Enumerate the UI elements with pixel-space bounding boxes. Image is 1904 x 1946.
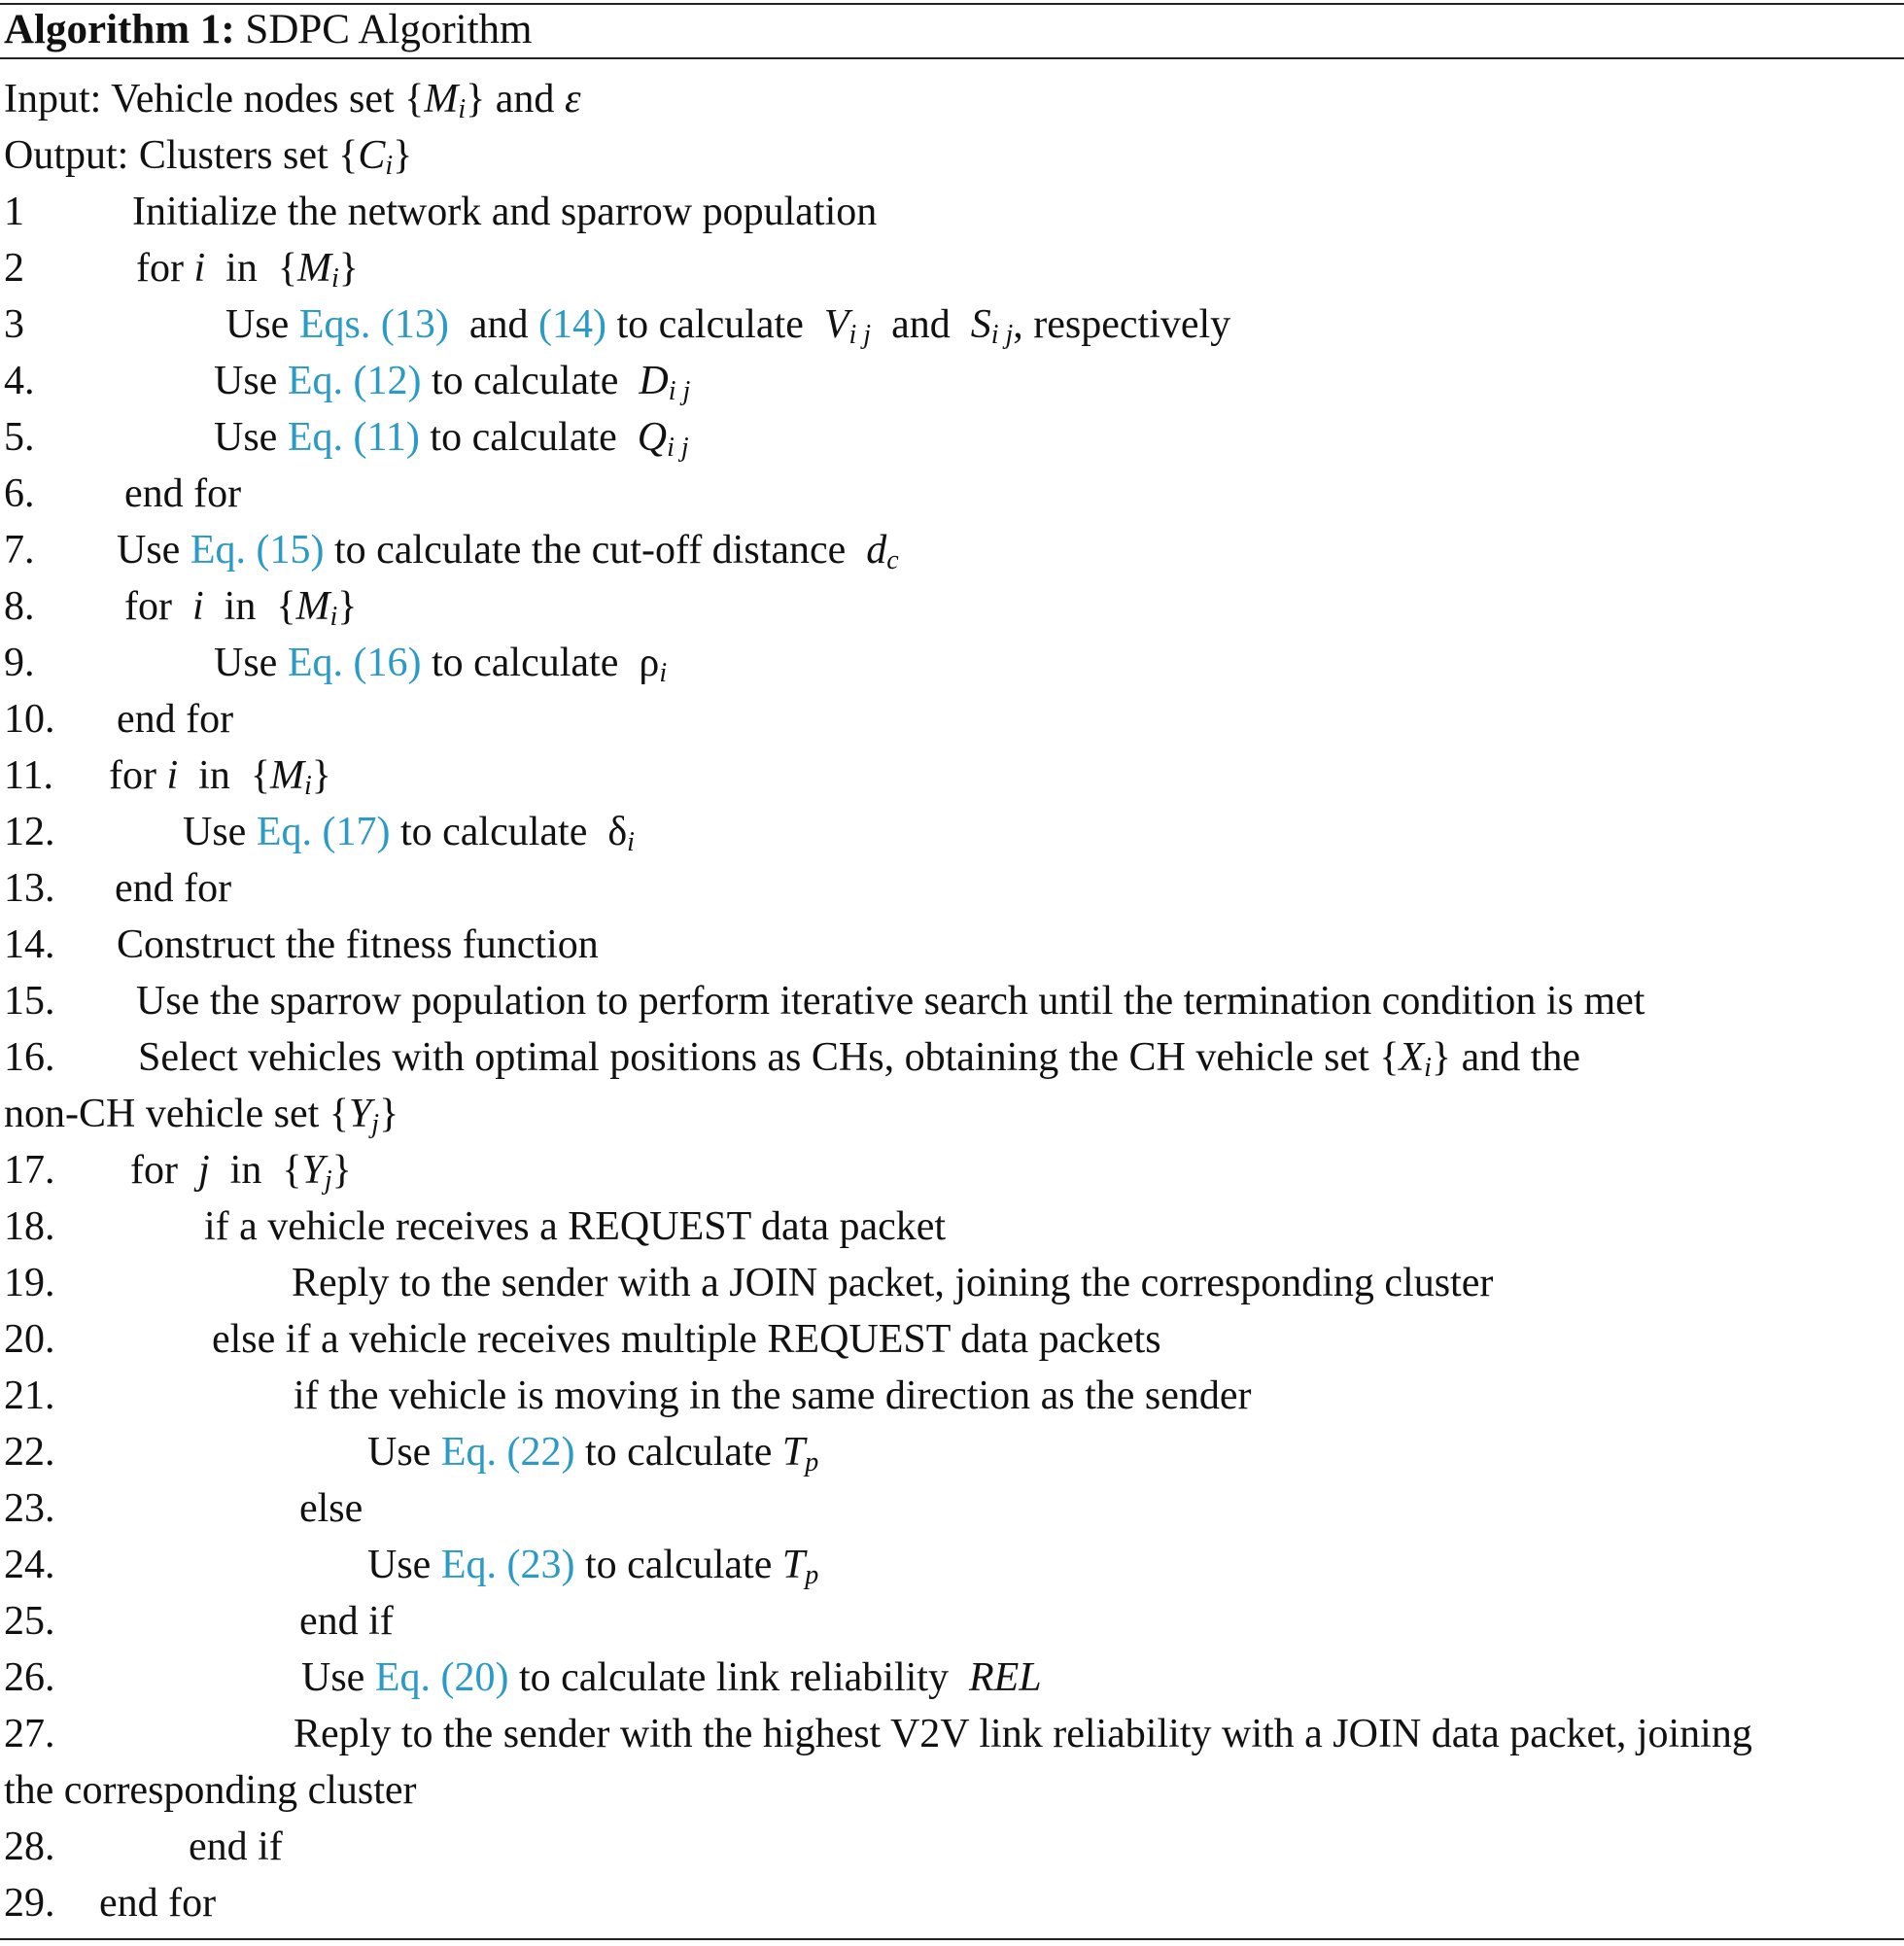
algorithm-line-27-cont: the corresponding cluster	[4, 1768, 417, 1813]
eq-link[interactable]: Eq. (15)	[190, 528, 325, 573]
algorithm-header	[4, 4, 533, 56]
algorithm-line-25: 25. end if	[4, 1599, 394, 1644]
algorithm-line-24: 24. Use Eq. (23) to calculate $T_p$	[4, 1543, 819, 1590]
algorithm-line-26: 26. Use Eq. (20) to calculate link reliability REL	[4, 1655, 1042, 1700]
algorithm-line-16-cont: non-CH vehicle set $\{Y_j\}$	[4, 1092, 399, 1139]
header-rule	[0, 57, 1904, 59]
algorithm-line-15: 15. Use the sparrow population to perform iterative search until the termination condition is met	[4, 979, 1645, 1024]
algorithm-line-5: 5. Use Eq. (11) to calculate $Q_{i j}$	[4, 415, 689, 463]
algorithm-label: Algorithm 1:	[4, 7, 235, 52]
algorithm-title: SDPC Algorithm	[245, 7, 533, 52]
eq-link[interactable]: Eq. (16)	[287, 641, 422, 685]
algorithm-line-28: 28. end if	[4, 1824, 283, 1869]
eq-link[interactable]: Eq. (17)	[256, 810, 391, 854]
bottom-rule	[0, 1938, 1904, 1940]
algorithm-line-17: 17. for j in $\{Y_j\}$	[4, 1148, 352, 1196]
algorithm-line-1: 1 Initialize the network and sparrow population	[4, 190, 878, 234]
algorithm-line-11: 11. for i in $\{M_i\}$	[4, 753, 331, 801]
algorithm-line-21: 21. if the vehicle is moving in the same direction as the sender	[4, 1373, 1252, 1418]
algorithm-line-23: 23. else	[4, 1486, 363, 1531]
output-line: Output: Clusters set $\{C_i\}$	[4, 133, 413, 181]
algorithm-line-9: 9. Use Eq. (16) to calculate $\rho_i$	[4, 641, 668, 688]
eq-link[interactable]: Eq. (20)	[374, 1655, 509, 1700]
algorithm-line-18: 18. if a vehicle receives a REQUEST data packet	[4, 1204, 947, 1249]
algorithm-line-8: 8. for i in $\{M_i\}$	[4, 584, 358, 632]
algorithm-line-14: 14. Construct the fitness function	[4, 922, 599, 967]
algorithm-line-12: 12. Use Eq. (17) to calculate $\delta_i$	[4, 810, 635, 857]
algorithm-line-16: 16. Select vehicles with optimal positions as CHs, obtaining the CH vehicle set $\{X_i\}$ and the	[4, 1035, 1581, 1083]
algorithm-line-22: 22. Use Eq. (22) to calculate $T_p$	[4, 1430, 819, 1477]
algorithm-line-6: 6. end for	[4, 471, 242, 516]
eq-link[interactable]: Eq. (12)	[287, 359, 422, 403]
algorithm-line-7: 7. Use Eq. (15) to calculate the cut-off distance $d_c$	[4, 528, 899, 575]
input-line: Input: Vehicle nodes set $\{M_i\}$ and ε	[4, 77, 581, 124]
algorithm-line-4: 4. Use Eq. (12) to calculate $D_{i j}$	[4, 359, 691, 406]
algorithm-line-29: 29. end for	[4, 1881, 217, 1926]
eq-link[interactable]: Eq. (11)	[287, 415, 420, 460]
algorithm-line-2: 2 for i in $\{M_i\}$	[4, 246, 359, 294]
algorithm-line-10: 10. end for	[4, 697, 234, 742]
eq-link[interactable]: Eq. (23)	[440, 1543, 575, 1587]
eq-link[interactable]: Eq. (22)	[440, 1430, 575, 1475]
algorithm-line-13: 13. end for	[4, 866, 232, 911]
algorithm-line-20: 20. else if a vehicle receives multiple REQUEST data packets	[4, 1317, 1161, 1362]
algorithm-line-27: 27. Reply to the sender with the highest V2V link reliability with a JOIN data packet, joining	[4, 1712, 1752, 1756]
eq-link[interactable]: Eqs. (13)	[298, 302, 449, 347]
algorithm-line-19: 19. Reply to the sender with a JOIN packet, joining the corresponding cluster	[4, 1261, 1494, 1305]
algorithm-line-3: 3 Use Eqs. (13) and (14) to calculate $V_{i j}$ and $S_{i j}$, respectively	[4, 302, 1231, 350]
eq-link[interactable]: (14)	[537, 302, 606, 347]
